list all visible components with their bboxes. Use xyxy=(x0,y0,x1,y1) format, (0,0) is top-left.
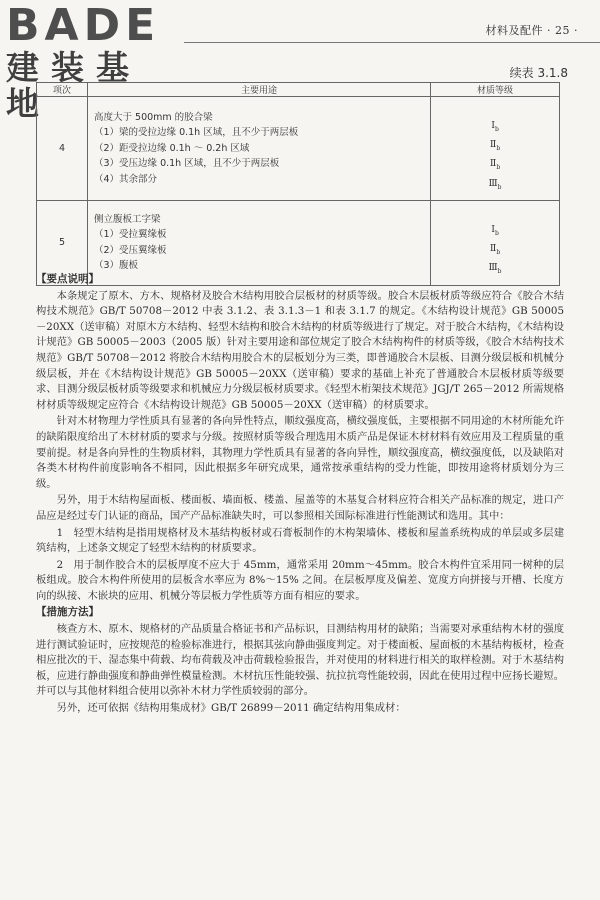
logo-wordmark: BADE xyxy=(6,0,161,51)
use-line: （2）受压翼缘板 xyxy=(94,244,167,256)
paragraph: 另外，用于木结构屋面板、楼面板、墙面板、楼盖、屋盖等的木基复合材料应符合相关产品标准的规定，进口产品应是经过专门认证的商品，国产产品标准缺失时，可以参照相关国际标准进行性能测试和选用。其中： xyxy=(36,494,564,522)
use-line: （3）受压边缘 0.1h 区域，且不少于两层板 xyxy=(94,158,280,170)
row-grades xyxy=(431,97,560,201)
use-line: （1）受拉翼缘板 xyxy=(94,229,167,241)
use-line: （1）梁的受拉边缘 0.1h 区域，且不少于两层板 xyxy=(94,127,299,139)
grade-roman: Ⅱ xyxy=(489,158,497,170)
paragraph: 本条规定了原木、方木、规格材及胶合木结构用胶合层板材的材质等级。胶合木层板材质等级应符合《胶合木结构技术规范》GB/T 50708－2012 中表 3.1.2、表 3.1.3－1 和表 3.1.7 的规定。《木结构设计规范》GB 50005－20XX（送审稿）对原木方木结构、轻型木结构和胶合木结构的材质等级进行了规定。对于胶合木结构，《木结构设计规范》GB 50005－2003（2005 版）针对主要用途和部位规定了胶合木结构构件的材质等级，《胶合木结构技术规范》GB/T 50708－2012 将胶合木结构用胶合木的层板划分为三类，即普通胶合木层板、目测分级层板和机械分级层板，并在《木结构设计规范》GB 50005－20XX（送审稿）要求的基础上补充了普通胶合木层板材质等级要求、目测分级层板材质等级要求和机械应力分级层板材质要求。《轻型木桁架技术规范》JGJ/T 265－2012 所需规格材材质等级规定应符合《木结构设计规范》GB 50005－20XX（送审稿）的材质要求。 xyxy=(36,289,564,411)
page-number: · 25 · xyxy=(547,24,578,37)
col-header-grade: 材质等级 xyxy=(431,83,560,97)
section-heading: 【措施方法】 xyxy=(36,606,99,619)
use-line: 高度大于 500mm 的胶合梁 xyxy=(94,111,213,123)
grade-roman: Ⅲ xyxy=(488,177,498,189)
grade-subscript: b xyxy=(497,183,502,191)
paragraph: 核查方木、原木、规格材的产品质量合格证书和产品标识，目测结构用材的缺陷；当需要对承重结构木材的强度进行测试验证时，应按规范的检验标准进行，根据其弦向静曲强度判定。对于楼面板、屋面板的木基结构板材，检查相应批次的干、湿态集中荷载、均布荷载及冲击荷载检验报告，并对使用的材料进行相关的取样检测。对于木基结构板，应进行静曲强度和静曲弹性模量检测。木材抗压性能较强、抗拉抗弯性能较弱，因此在使用过程中应扬长避短。并可以与其他材料组合使用以弥补木材力学性质较弱的部分。 xyxy=(36,623,564,698)
grade-subscript: b xyxy=(494,125,499,133)
paragraph: 1 轻型木结构是指用规格材及木基结构板材或石膏板制作的木构架墙体、楼板和屋盖系统构成的单层或多层建筑结构，上述条文规定了轻型木结构的材质要求。 xyxy=(36,526,564,555)
grade-roman: Ⅰ xyxy=(491,119,495,131)
use-line: （3）腹板 xyxy=(94,260,139,272)
grade-roman: Ⅰ xyxy=(491,223,495,235)
row-index: 5 xyxy=(37,201,88,286)
grade-subscript: b xyxy=(496,164,501,172)
grade-value xyxy=(431,156,559,175)
grade-value xyxy=(431,222,559,241)
material-grade-table xyxy=(36,82,560,286)
section-heading: 【要点说明】 xyxy=(36,273,99,285)
grade-roman: Ⅱ xyxy=(489,242,497,254)
paragraph: 针对木材物理力学性质具有显著的各向异性特点，顺纹强度高，横纹强度低，主要根据不同用途的木材所能允许的缺陷限度给出了木材材质的要求与分级。按照材质等级合理选用木质产品是保证木材材料有效应用及工程质量的重要前提。材是各向异性的生物质材料，其物理力学性质具有显著的各向异性，顺纹强度高，横纹强度低，以及缺陷对各类木材构件前度影响各不相同，因此根据多年研究成果，通常按承重结构的受力性能，即按用途将材质划分为三级。 xyxy=(36,415,564,490)
paragraph: 另外，还可依据《结构用集成材》GB/T 26899－2011 确定结构用集成材： xyxy=(56,702,406,715)
grade-value xyxy=(431,241,559,260)
grade-subscript: b xyxy=(496,248,501,256)
col-header-use: 主要用途 xyxy=(88,83,431,97)
body-text xyxy=(36,272,564,718)
table-header-row xyxy=(37,83,560,97)
table-caption: 续表 3.1.8 xyxy=(509,66,568,80)
col-header-index: 项次 xyxy=(37,83,88,97)
grade-roman: Ⅱ xyxy=(489,138,497,150)
row-use xyxy=(88,97,431,201)
use-line: 侧立腹板工字梁 xyxy=(94,213,161,225)
paragraph: 2 用于制作胶合木的层板厚度不应大于 45mm，通常采用 20mm～45mm。胶合木构件宜采用同一树种的层板组成。胶合木构件所使用的层板含水率应为 8%～15% 之间。在层板厚度及偏差、宽度方向拼接与开槽、长度方向的纵接、木嵌块的应用、机械分等层板力学性质等方面有相应的要求。 xyxy=(36,558,564,602)
row-index: 4 xyxy=(37,97,88,201)
grade-subscript: b xyxy=(496,144,501,152)
table-row xyxy=(37,97,560,201)
logo-chinese: 建装基地 xyxy=(6,48,141,123)
grade-subscript: b xyxy=(497,268,502,276)
grade-value xyxy=(431,137,559,156)
header-section: 材料及配件 xyxy=(485,24,544,37)
grade-roman: Ⅲ xyxy=(488,262,498,274)
header-rule xyxy=(184,42,600,43)
use-line: （4）其余部分 xyxy=(94,173,158,185)
use-line: （2）距受拉边缘 0.1h ～ 0.2h 区域 xyxy=(94,142,250,154)
running-header xyxy=(486,22,578,38)
grade-subscript: b xyxy=(494,229,499,237)
grade-value xyxy=(431,118,559,137)
grade-value xyxy=(431,176,559,195)
